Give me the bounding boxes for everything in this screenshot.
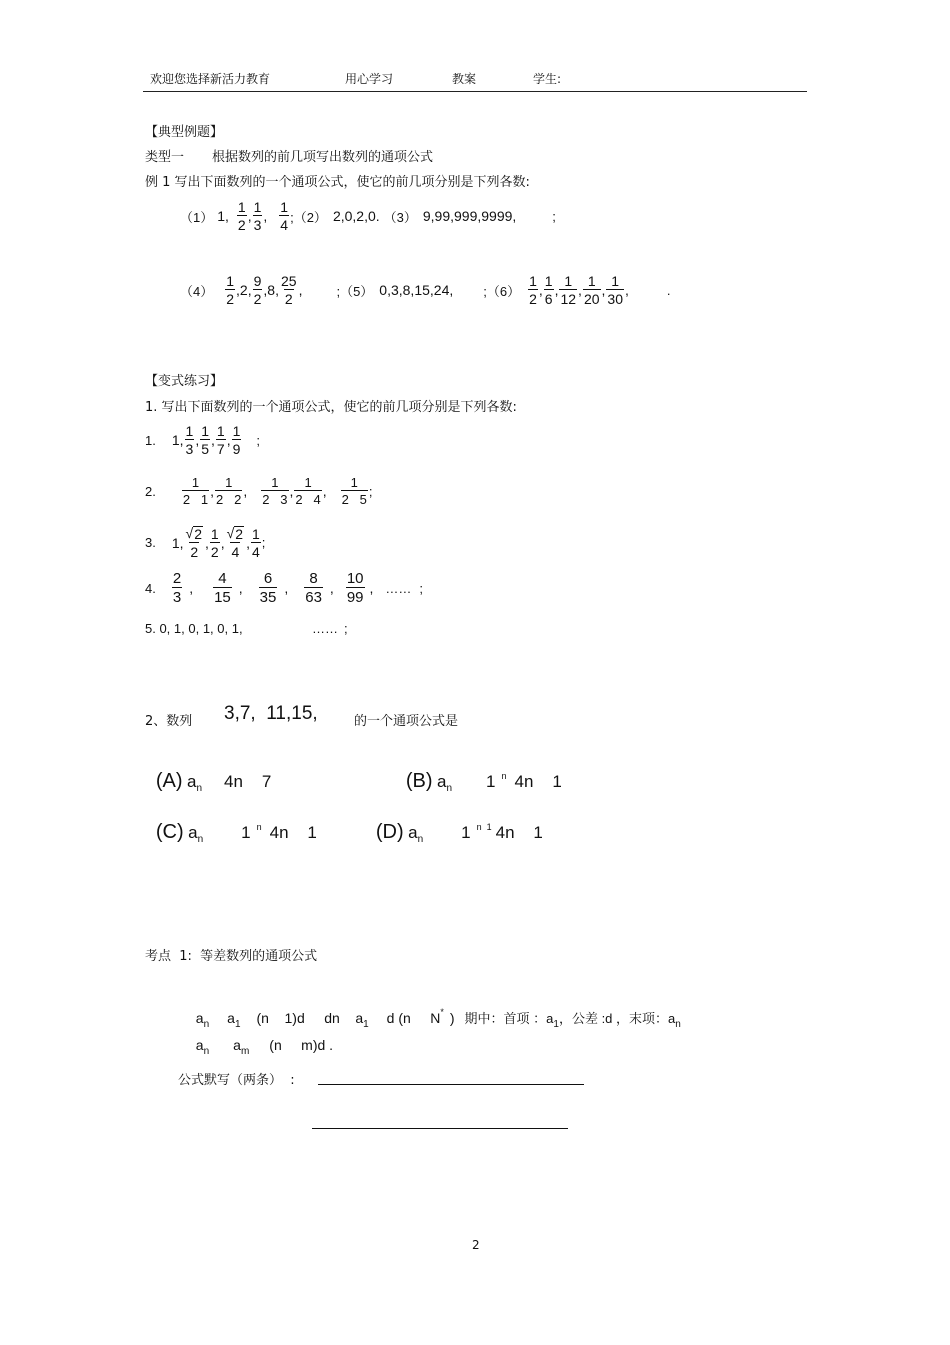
- fraction: $\frac{1}{6}$: [544, 273, 553, 307]
- section-title-examples: 【典型例题】: [145, 125, 224, 140]
- part-3-sequence: 9,99,999,9999,: [422, 208, 517, 224]
- part-1-lead: 1,: [217, 208, 229, 224]
- question-2-tail: 的一个通项公式是: [354, 714, 459, 729]
- fraction: $\frac{9}{2}$: [253, 273, 262, 307]
- part-2-label: ;（2）: [290, 209, 327, 225]
- header-org: 欢迎您选择新活力教育: [150, 72, 271, 86]
- example-row-1: （1） 1, $\frac{1}{2}$ , $\frac{1}{3}$ , $\frac{1}{4}$ ;（2） 2,0,2,0. （3） 9,99,999,9999, ;: [180, 199, 556, 233]
- fraction: $\frac{1}{30}$: [607, 273, 623, 307]
- formula-general-term-2: $a_n$ $a_m$ (n m)d .: [195, 1037, 334, 1057]
- formula-general-term: $a_n$ $a_1$ (n 1)d dn $a_1$ d (n N* ) 期中：首项 ：$a_1$，公差 :d ，末项：$a_n$: [195, 1007, 681, 1030]
- fraction: $\frac{1}{9}$: [232, 423, 241, 457]
- fraction: $\frac{8}{63}$: [305, 570, 322, 606]
- fraction: $\frac{10}{99}$: [346, 570, 364, 606]
- header-doctype: 教案: [452, 72, 477, 86]
- fraction: $\frac{1}{12}$: [560, 273, 577, 307]
- type-label: 类型一: [145, 150, 185, 165]
- answer-line-1[interactable]: [318, 1084, 584, 1085]
- fraction: $\frac{1}{2 5}$: [341, 475, 367, 507]
- fraction: $\frac{1}{3}$: [185, 423, 194, 457]
- page-number: 2: [472, 1238, 480, 1252]
- fraction: $\frac{4}{15}$: [214, 570, 231, 606]
- fraction: $\frac{1}{20}$: [583, 273, 600, 307]
- option-a[interactable]: (A) $a_n$ 4n 7: [155, 770, 272, 794]
- sqrt-icon: √ 2: [185, 525, 203, 542]
- sqrt-icon: √ 2: [226, 525, 244, 542]
- fraction: $\frac{1}{4}$: [280, 199, 289, 233]
- fraction: $\frac{6}{35}$: [259, 570, 277, 606]
- fraction: $\frac{1}{2 3}$: [262, 475, 288, 507]
- fraction: $\frac{1}{4}$: [251, 525, 260, 560]
- fraction: $\frac{1}{2 2}$: [216, 475, 242, 507]
- practice-intro: 1. 写出下面数列的一个通项公式，使它的前几项分别是下列各数:: [145, 400, 517, 415]
- example-row-2: （4） $\frac{1}{2}$ , 2, $\frac{9}{2}$ , 8, $\frac{25}{2}$ , ;（5） 0,3,8,15,24, ;（6） $\frac{1}{2}$ , $\frac{1}{6}$ , $\frac{1}{12}$ , $\frac{1}{20}$ , $\frac{1}{30}$ , .: [180, 273, 671, 307]
- recite-label: 公式默写（两条） :: [178, 1073, 295, 1088]
- part-6-label: ;（6）: [483, 283, 521, 299]
- practice-item-5-end: ;: [344, 621, 348, 636]
- kaodian-title: 考点 1: 等差数列的通项公式: [145, 949, 318, 964]
- part-4-label: （4）: [180, 283, 214, 299]
- practice-item-2: 2. $\frac{1}{2 1}$ , $\frac{1}{2 2}$ , $\frac{1}{2 3}$ , $\frac{1}{2 4}$ , $\frac{1}{2 5}$ ;: [145, 475, 373, 507]
- fraction: $\frac{1}{7}$: [216, 423, 225, 457]
- header-rule: [143, 91, 807, 92]
- header-slogan: 用心学习: [345, 72, 394, 86]
- option-b[interactable]: (B) $a_n$ 1 $^n$ 4n 1: [405, 770, 562, 794]
- practice-item-3: 3. 1, √ 2 2 , $\frac{1}{2}$ , √ 2 4 , $\frac{1}{4}$ ;: [145, 525, 266, 560]
- option-c[interactable]: (C) $a_n$ 1 $^n$ 4n 1: [155, 821, 317, 845]
- fraction: √ 2 2: [185, 525, 203, 560]
- part-2-sequence: 2,0,2,0.: [332, 208, 380, 224]
- practice-item-5: 5. 0, 1, 0, 1, 0, 1,: [145, 621, 243, 636]
- question-2-label: 2、数列: [145, 714, 193, 729]
- section-title-practice: 【变式练习】: [145, 374, 224, 389]
- fraction: $\frac{2}{3}$: [172, 570, 182, 606]
- fraction: $\frac{1}{2}$: [237, 199, 246, 233]
- practice-item-1: 1. 1, $\frac{1}{3}$ , $\frac{1}{5}$ , $\frac{1}{7}$ , $\frac{1}{9}$ ;: [145, 423, 261, 457]
- part-5-sequence: 0,3,8,15,24,: [379, 282, 454, 298]
- fraction: $\frac{1}{2}$: [529, 273, 537, 307]
- example-1-prompt: 例 1 写出下面数列的一个通项公式，使它的前几项分别是下列各数:: [145, 175, 530, 190]
- fraction: √ 2 4: [226, 525, 244, 560]
- fraction: $\frac{1}{3}$: [253, 199, 262, 233]
- fraction: $\frac{1}{2 4}$: [295, 475, 321, 507]
- fraction: $\frac{25}{2}$: [280, 273, 297, 307]
- fraction: $\frac{1}{2 1}$: [182, 475, 209, 507]
- part-1-label: （1）: [180, 209, 214, 225]
- practice-item-4: 4. $\frac{2}{3}$ , $\frac{4}{15}$ , $\frac{6}{35}$ , $\frac{8}{63}$ , $\frac{10}{99}$ , …… ;: [145, 570, 424, 606]
- fraction: $\frac{1}{2}$: [210, 525, 219, 560]
- part-3-label: （3）: [383, 209, 417, 225]
- header-student: 学生:: [533, 72, 562, 86]
- fraction: $\frac{1}{5}$: [201, 423, 210, 457]
- part-5-label: ;（5）: [336, 283, 374, 299]
- type-description: 根据数列的前几项写出数列的通项公式: [212, 150, 434, 165]
- fraction: $\frac{1}{2}$: [226, 273, 235, 307]
- answer-line-2[interactable]: [312, 1128, 568, 1129]
- option-d[interactable]: (D) $a_n$ 1 $^{n 1}$ 4n 1: [375, 821, 543, 845]
- practice-item-5-dots: ……: [312, 621, 338, 636]
- question-2-sequence: 3,7, 11,15,: [224, 703, 318, 724]
